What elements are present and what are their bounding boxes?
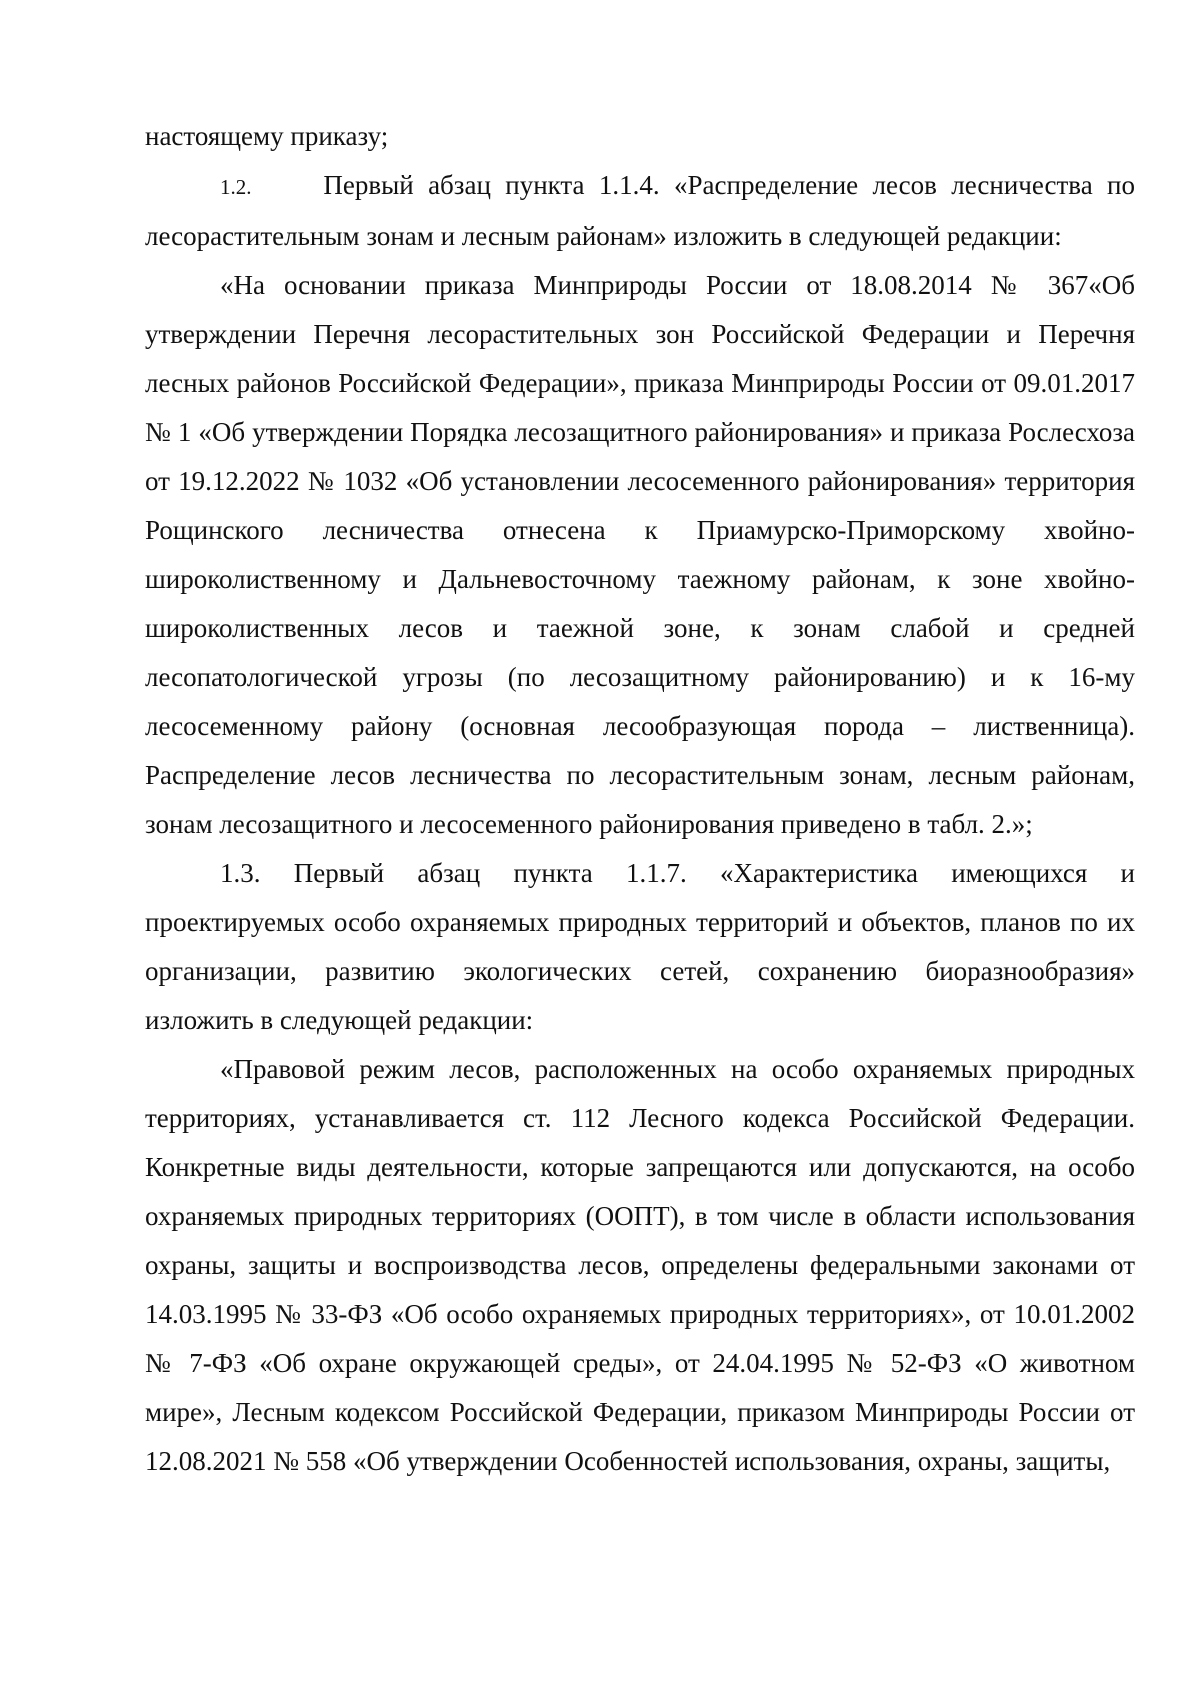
paragraph-quote-1-2: [145, 261, 1135, 849]
paragraph-item-1-2: [145, 161, 1135, 261]
paragraph-continuation: [145, 112, 1135, 161]
paragraph-text: «Правовой режим лесов, расположенных на особо охраняемых природных территориях, устанавливается ст. 112 Лесного кодекса Российской Федерации. Конкретные виды деятельности, которые запрещаются или допускаются, на особо охраняемых природных территориях (ООПТ), в том числе в области использования охраны, защиты и воспроизводства лесов, определены федеральными законами от 14.03.1995 № 33-ФЗ «Об особо охраняемых природных территориях», от 10.01.2002 № 7-ФЗ «Об охране окружающей среды», от 24.04.1995 № 52-ФЗ «О животном мире», Лесным кодексом Российской Федерации, приказом Минприроды России от 12.08.2021 № 558 «Об утверждении Особенностей использования, охраны, защиты,: [145, 1054, 1135, 1476]
item-number: 1.2.: [220, 175, 252, 199]
paragraph-text: настоящему приказу;: [145, 121, 389, 151]
document-body: [145, 112, 1135, 1486]
paragraph-item-1-3: [145, 849, 1135, 1045]
paragraph-text: Первый абзац пункта 1.1.4. «Распределение лесов лесничества по лесорастительным зонам и лесным районам» изложить в следующей редакции:: [145, 170, 1135, 251]
paragraph-text: 1.3. Первый абзац пункта 1.1.7. «Характеристика имеющихся и проектируемых особо охраняемых природных территорий и объектов, планов по их организации, развитию экологических сетей, сохранению биоразнообразия» изложить в следующей редакции:: [145, 858, 1135, 1035]
paragraph-quote-1-3: [145, 1045, 1135, 1486]
paragraph-text: «На основании приказа Минприроды России от 18.08.2014 № 367«Об утверждении Перечня лесорастительных зон Российской Федерации и Перечня лесных районов Российской Федерации», приказа Минприроды России от 09.01.2017 № 1 «Об утверждении Порядка лесозащитного районирования» и приказа Рослесхоза от 19.12.2022 № 1032 «Об установлении лесосеменного районирования» территория Рощинского лесничества отнесена к Приамурско-Приморскому хвойно-широколиственному и Дальневосточному таежному районам, к зоне хвойно-широколиственных лесов и таежной зоне, к зонам слабой и средней лесопатологической угрозы (по лесозащитному районированию) и к 16-му лесосеменному району (основная лесообразующая порода – лиственница). Распределение лесов лесничества по лесорастительным зонам, лесным районам, зонам лесозащитного и лесосеменного районирования приведено в табл. 2.»;: [145, 270, 1135, 839]
